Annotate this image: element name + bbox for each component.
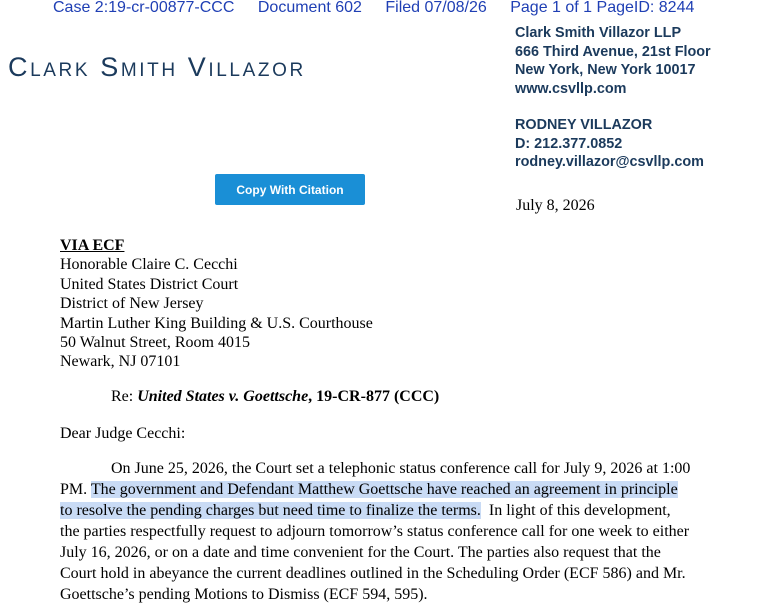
- re-line: [111, 388, 439, 406]
- case-caption: United States v. Goettsche: [137, 388, 309, 405]
- case-number: Case 2:19-cr-00877-CCC: [53, 0, 235, 16]
- address-line: Honorable Claire C. Cecchi: [60, 256, 238, 274]
- recipient-address: [60, 236, 373, 372]
- highlighted-text: to resolve the pending charges but need time to finalize the terms.: [60, 502, 481, 519]
- filed-date: Filed 07/08/26: [385, 0, 487, 16]
- firm-street: 666 Third Avenue, 21st Floor: [515, 43, 711, 60]
- firm-website[interactable]: www.csvllp.com: [515, 80, 627, 97]
- letter-date: July 8, 2026: [516, 197, 595, 214]
- address-line: United States District Court: [60, 275, 239, 293]
- firm-name: Clark Smith Villazor LLP: [515, 25, 682, 41]
- body-line: July 16, 2026, or on a date and time convenient for the Court. The parties also request that the: [60, 544, 661, 561]
- attorney-email[interactable]: rodney.villazor@csvllp.com: [515, 154, 704, 170]
- re-prefix: Re:: [111, 388, 138, 405]
- filing-header: [53, 0, 773, 17]
- firm-address-block: [515, 24, 711, 98]
- case-docket: , 19-CR-877 (CCC): [308, 388, 440, 405]
- address-line: Martin Luther King Building & U.S. Courthouse: [60, 314, 373, 332]
- address-line: District of New Jersey: [60, 295, 204, 313]
- salutation: Dear Judge Cecchi:: [60, 425, 186, 442]
- body-line: the parties respectfully request to adjourn tomorrow’s status conference call for one week to either: [60, 523, 690, 540]
- letter-body: [60, 458, 717, 605]
- body-line: Court hold in abeyance the current deadlines outlined in the Scheduling Order (ECF 586) and Mr.: [60, 565, 686, 582]
- attorney-contact-block: [515, 116, 704, 172]
- highlighted-text: The government and Defendant Matthew Goettsche have reached an agreement in principle: [90, 481, 678, 498]
- body-line: PM. The government and Defendant Matthew Goettsche have reached an agreement in principle: [60, 481, 678, 498]
- address-line: 50 Walnut Street, Room 4015: [60, 333, 250, 351]
- attorney-name: RODNEY VILLAZOR: [515, 117, 653, 133]
- document-number: Document 602: [257, 0, 362, 16]
- body-line: On June 25, 2026, the Court set a telephonic status conference call for July 9, 2026 at 1:00: [111, 460, 691, 477]
- page-id: Page 1 of 1 PageID: 8244: [510, 0, 695, 16]
- address-line: Newark, NJ 07101: [60, 353, 181, 371]
- attorney-phone: D: 212.377.0852: [515, 135, 623, 152]
- body-line: to resolve the pending charges but need time to finalize the terms. In light of this development,: [60, 502, 671, 519]
- body-line: Goettsche’s pending Motions to Dismiss (ECF 594, 595).: [60, 586, 428, 603]
- delivery-method: VIA ECF: [60, 237, 125, 254]
- firm-logo: Clark Smith Villazor: [8, 52, 306, 82]
- firm-city: New York, New York 10017: [515, 62, 696, 78]
- copy-with-citation-button[interactable]: Copy With Citation: [215, 174, 365, 205]
